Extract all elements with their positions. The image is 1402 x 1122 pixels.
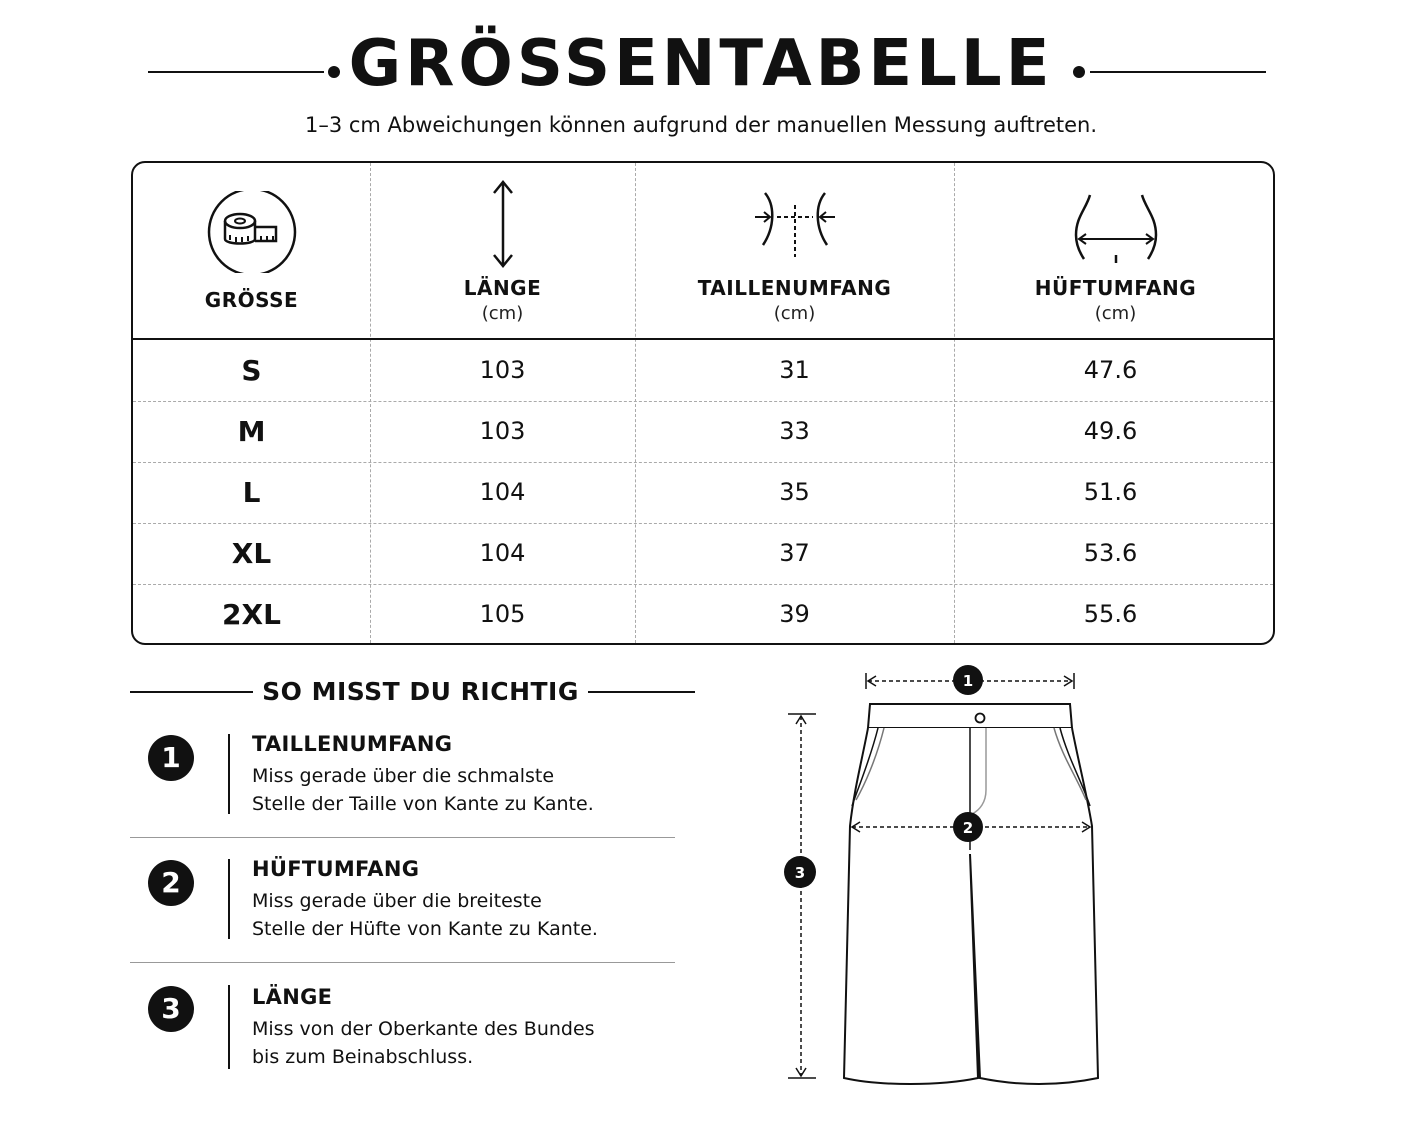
section-line-right	[588, 691, 695, 693]
step-bar	[228, 734, 230, 814]
marker-hip-label: 2	[962, 819, 974, 837]
header-length-label: LÄNGE	[463, 276, 542, 300]
step-title: LÄNGE	[252, 985, 333, 1009]
step-text-line: Stelle der Taille von Kante zu Kante.	[252, 793, 594, 815]
page-subtitle: 1–3 cm Abweichungen können aufgrund der manuellen Messung auftreten.	[304, 113, 1098, 137]
waist-icon	[753, 187, 837, 263]
size-cell: 2XL	[222, 598, 281, 631]
table-row	[133, 523, 1273, 584]
waist-cell: 31	[779, 356, 810, 384]
header-length-unit: (cm)	[481, 303, 524, 324]
waist-cell: 33	[779, 417, 810, 445]
step-number-badge: 1	[148, 735, 194, 781]
step-bar	[228, 985, 230, 1069]
marker-hip	[953, 812, 983, 842]
marker-waist-label: 1	[962, 672, 974, 690]
step-text-line: Stelle der Hüfte von Kante zu Kante.	[252, 918, 598, 940]
hip-cell: 47.6	[1083, 356, 1138, 384]
step-number-badge: 3	[148, 986, 194, 1032]
header-size	[133, 163, 370, 338]
header-waist-unit: (cm)	[773, 303, 816, 324]
header-waist-label: TAILLENUMFANG	[697, 276, 892, 300]
hip-cell: 55.6	[1083, 600, 1138, 628]
length-cell: 104	[479, 478, 526, 506]
waist-cell: 39	[779, 600, 810, 628]
measure-section-title: SO MISST DU RICHTIG	[262, 677, 579, 706]
size-table	[131, 161, 1275, 645]
header-waist	[635, 163, 954, 338]
header-size-label: GRÖSSE	[204, 288, 299, 312]
step-title: HÜFTUMFANG	[252, 857, 420, 881]
step-bar	[228, 859, 230, 939]
table-row	[133, 401, 1273, 462]
marker-length	[784, 856, 816, 888]
waist-cell: 37	[779, 539, 810, 567]
header-hip	[954, 163, 1275, 338]
step-number-badge: 2	[148, 860, 194, 906]
size-cell: L	[242, 476, 261, 509]
hip-icon	[1068, 191, 1164, 267]
size-cell: M	[237, 415, 266, 448]
title-line-right	[1090, 71, 1266, 73]
table-row	[133, 340, 1273, 401]
measure-step-waist	[130, 732, 675, 822]
title-dot-right	[1073, 66, 1085, 78]
tape-measure-icon	[206, 191, 298, 273]
size-cell: S	[241, 354, 262, 387]
header-hip-unit: (cm)	[1094, 303, 1137, 324]
length-cell: 103	[479, 417, 526, 445]
header-length	[370, 163, 635, 338]
step-text-line: Miss gerade über die breiteste	[252, 890, 542, 912]
vertical-arrow-icon	[488, 179, 518, 269]
step-divider	[130, 837, 675, 838]
length-cell: 104	[479, 539, 526, 567]
marker-length-label: 3	[794, 864, 806, 882]
hip-cell: 51.6	[1083, 478, 1138, 506]
step-text-line: bis zum Beinabschluss.	[252, 1046, 474, 1068]
length-cell: 103	[479, 356, 526, 384]
table-row	[133, 584, 1273, 645]
step-divider	[130, 962, 675, 963]
step-text-line: Miss gerade über die schmalste	[252, 765, 555, 787]
marker-waist	[953, 665, 983, 695]
waist-cell: 35	[779, 478, 810, 506]
hip-cell: 49.6	[1083, 417, 1138, 445]
measure-step-hip	[130, 857, 675, 947]
hip-cell: 53.6	[1083, 539, 1138, 567]
size-cell: XL	[231, 537, 272, 570]
step-title: TAILLENUMFANG	[252, 732, 453, 756]
section-line-left	[130, 691, 253, 693]
shorts-icon	[760, 660, 1140, 1090]
page-title: GRÖSSENTABELLE	[348, 27, 1054, 101]
table-row	[133, 462, 1273, 523]
header-hip-label: HÜFTUMFANG	[1034, 276, 1197, 300]
length-cell: 105	[479, 600, 526, 628]
measure-step-length	[130, 985, 675, 1075]
step-text-line: Miss von der Oberkante des Bundes	[252, 1018, 595, 1040]
